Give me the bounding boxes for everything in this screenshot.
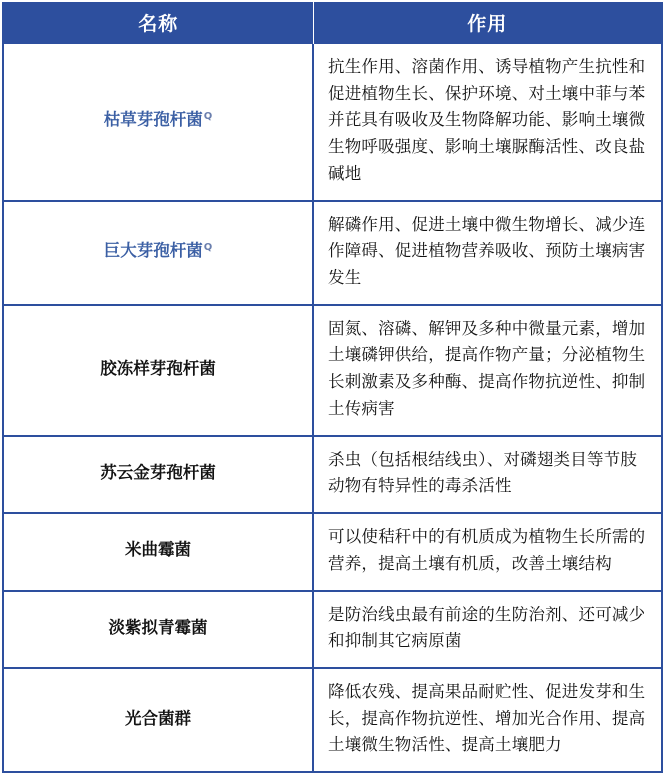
- cell-effect: 固氮、溶磷、解钾及多种中微量元素，增加土壤磷钾供给，提高作物产量；分泌植物生长刺激素及多种酶、提高作物抗逆性、抑制土传病害: [313, 305, 662, 436]
- cell-effect: 抗生作用、溶菌作用、诱导植物产生抗性和促进植物生长、保护环境、对土壤中菲与苯并芘具有吸收及生物降解功能、影响土壤微生物呼吸强度、影响土壤脲酶活性、改良盐碱地: [313, 44, 662, 201]
- table-body: [3, 44, 662, 772]
- cell-name: 淡紫拟青霉菌: [3, 591, 313, 668]
- cell-name: 胶冻样芽孢杆菌: [3, 305, 313, 436]
- search-icon[interactable]: Q: [203, 241, 213, 253]
- table-row: [3, 436, 662, 513]
- cell-effect: 是防治线虫最有前途的生防治剂、还可减少和抑制其它病原菌: [313, 591, 662, 668]
- cell-effect: 解磷作用、促进土壤中微生物增长、减少连作障碍、促进植物营养吸收、预防土壤病害发生: [313, 201, 662, 305]
- beneficial-microbes-table: [2, 2, 663, 773]
- table-row: [3, 201, 662, 305]
- cell-name: 米曲霉菌: [3, 513, 313, 590]
- column-header-effect: 作用: [313, 2, 662, 44]
- table-row: [3, 44, 662, 201]
- table-row: [3, 668, 662, 772]
- microbe-name-link[interactable]: 枯草芽孢杆菌: [103, 111, 203, 130]
- column-header-name: 名称: [3, 2, 313, 44]
- cell-name: [3, 44, 313, 201]
- cell-name: 光合菌群: [3, 668, 313, 772]
- table-row: [3, 305, 662, 436]
- cell-effect: 杀虫（包括根结线虫）、对磷翅类目等节肢动物有特异性的毒杀活性: [313, 436, 662, 513]
- microbe-name-link[interactable]: 巨大芽孢杆菌: [103, 242, 203, 261]
- table-header: [3, 2, 662, 44]
- cell-name: [3, 201, 313, 305]
- table-row: [3, 591, 662, 668]
- search-icon[interactable]: Q: [203, 110, 213, 122]
- cell-name: 苏云金芽孢杆菌: [3, 436, 313, 513]
- table-row: [3, 513, 662, 590]
- cell-effect: 可以使秸秆中的有机质成为植物生长所需的营养，提高土壤有机质，改善土壤结构: [313, 513, 662, 590]
- header-row: [3, 2, 662, 44]
- cell-effect: 降低农残、提高果品耐贮性、促进发芽和生长，提高作物抗逆性、增加光合作用、提高土壤微生物活性、提高土壤肥力: [313, 668, 662, 772]
